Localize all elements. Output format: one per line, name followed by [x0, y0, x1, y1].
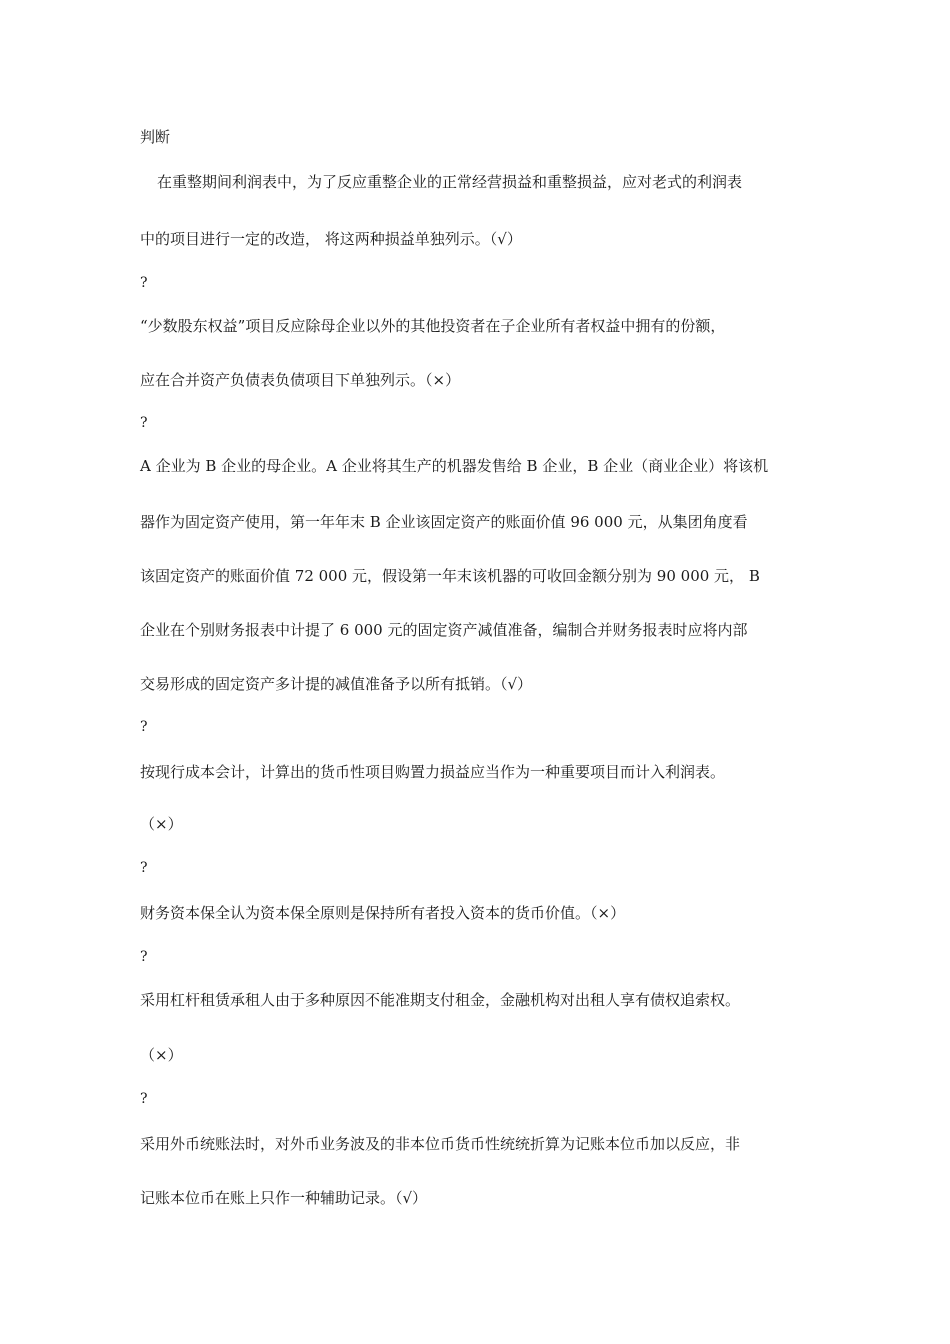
question-5-line-1: 财务资本保全认为资本保全原则是保持所有者投入资本的货币价值。（×） [140, 904, 626, 922]
question-4-line-2: （×） [140, 815, 183, 833]
question-4-line-1: 按现行成本会计，计算出的货币性项目购置力损益应当作为一种重要项目而计入利润表。 [140, 763, 726, 781]
question-1-line-1: 在重整期间利润表中，为了反应重整企业的正常经营损益和重整损益，应对老式的利润表 [157, 173, 743, 191]
section-heading: 判断 [140, 128, 171, 146]
separator-3: ? [140, 719, 148, 735]
separator-6: ? [140, 1091, 148, 1107]
question-7-line-2: 记账本位币在账上只作一种辅助记录。（√） [140, 1189, 428, 1207]
separator-2: ? [140, 415, 148, 431]
question-3-line-3: 该固定资产的账面价值 72 000 元，假设第一年末该机器的可收回金额分别为 90 000 元， B [140, 567, 760, 585]
question-3-line-5: 交易形成的固定资产多计提的减值准备予以所有抵销。（√） [140, 675, 533, 693]
separator-1: ? [140, 275, 148, 291]
question-2-line-2: 应在合并资产负债表负债项目下单独列示。（×） [140, 371, 461, 389]
question-7-line-1: 采用外币统账法时，对外币业务波及的非本位币货币性统统折算为记账本位币加以反应，非 [140, 1135, 741, 1153]
question-1-line-2: 中的项目进行一定的改造， 将这两种损益单独列示。（√） [140, 230, 522, 248]
separator-4: ? [140, 860, 148, 876]
separator-5: ? [140, 949, 148, 965]
question-6-line-2: （×） [140, 1046, 183, 1064]
question-6-line-1: 采用杠杆租赁承租人由于多种原因不能准期支付租金，金融机构对出租人享有债权追索权。 [140, 991, 741, 1009]
question-2-line-1: “少数股东权益”项目反应除母企业以外的其他投资者在子企业所有者权益中拥有的份额， [140, 317, 726, 335]
question-3-line-1: A 企业为 B 企业的母企业。A 企业将其生产的机器发售给 B 企业，B 企业（商业企业）将该机 [140, 457, 769, 475]
question-3-line-2: 器作为固定资产使用，第一年年末 B 企业该固定资产的账面价值 96 000 元，从集团角度看 [140, 513, 748, 531]
question-3-line-4: 企业在个别财务报表中计提了 6 000 元的固定资产减值准备，编制合并财务报表时应将内部 [140, 621, 748, 639]
